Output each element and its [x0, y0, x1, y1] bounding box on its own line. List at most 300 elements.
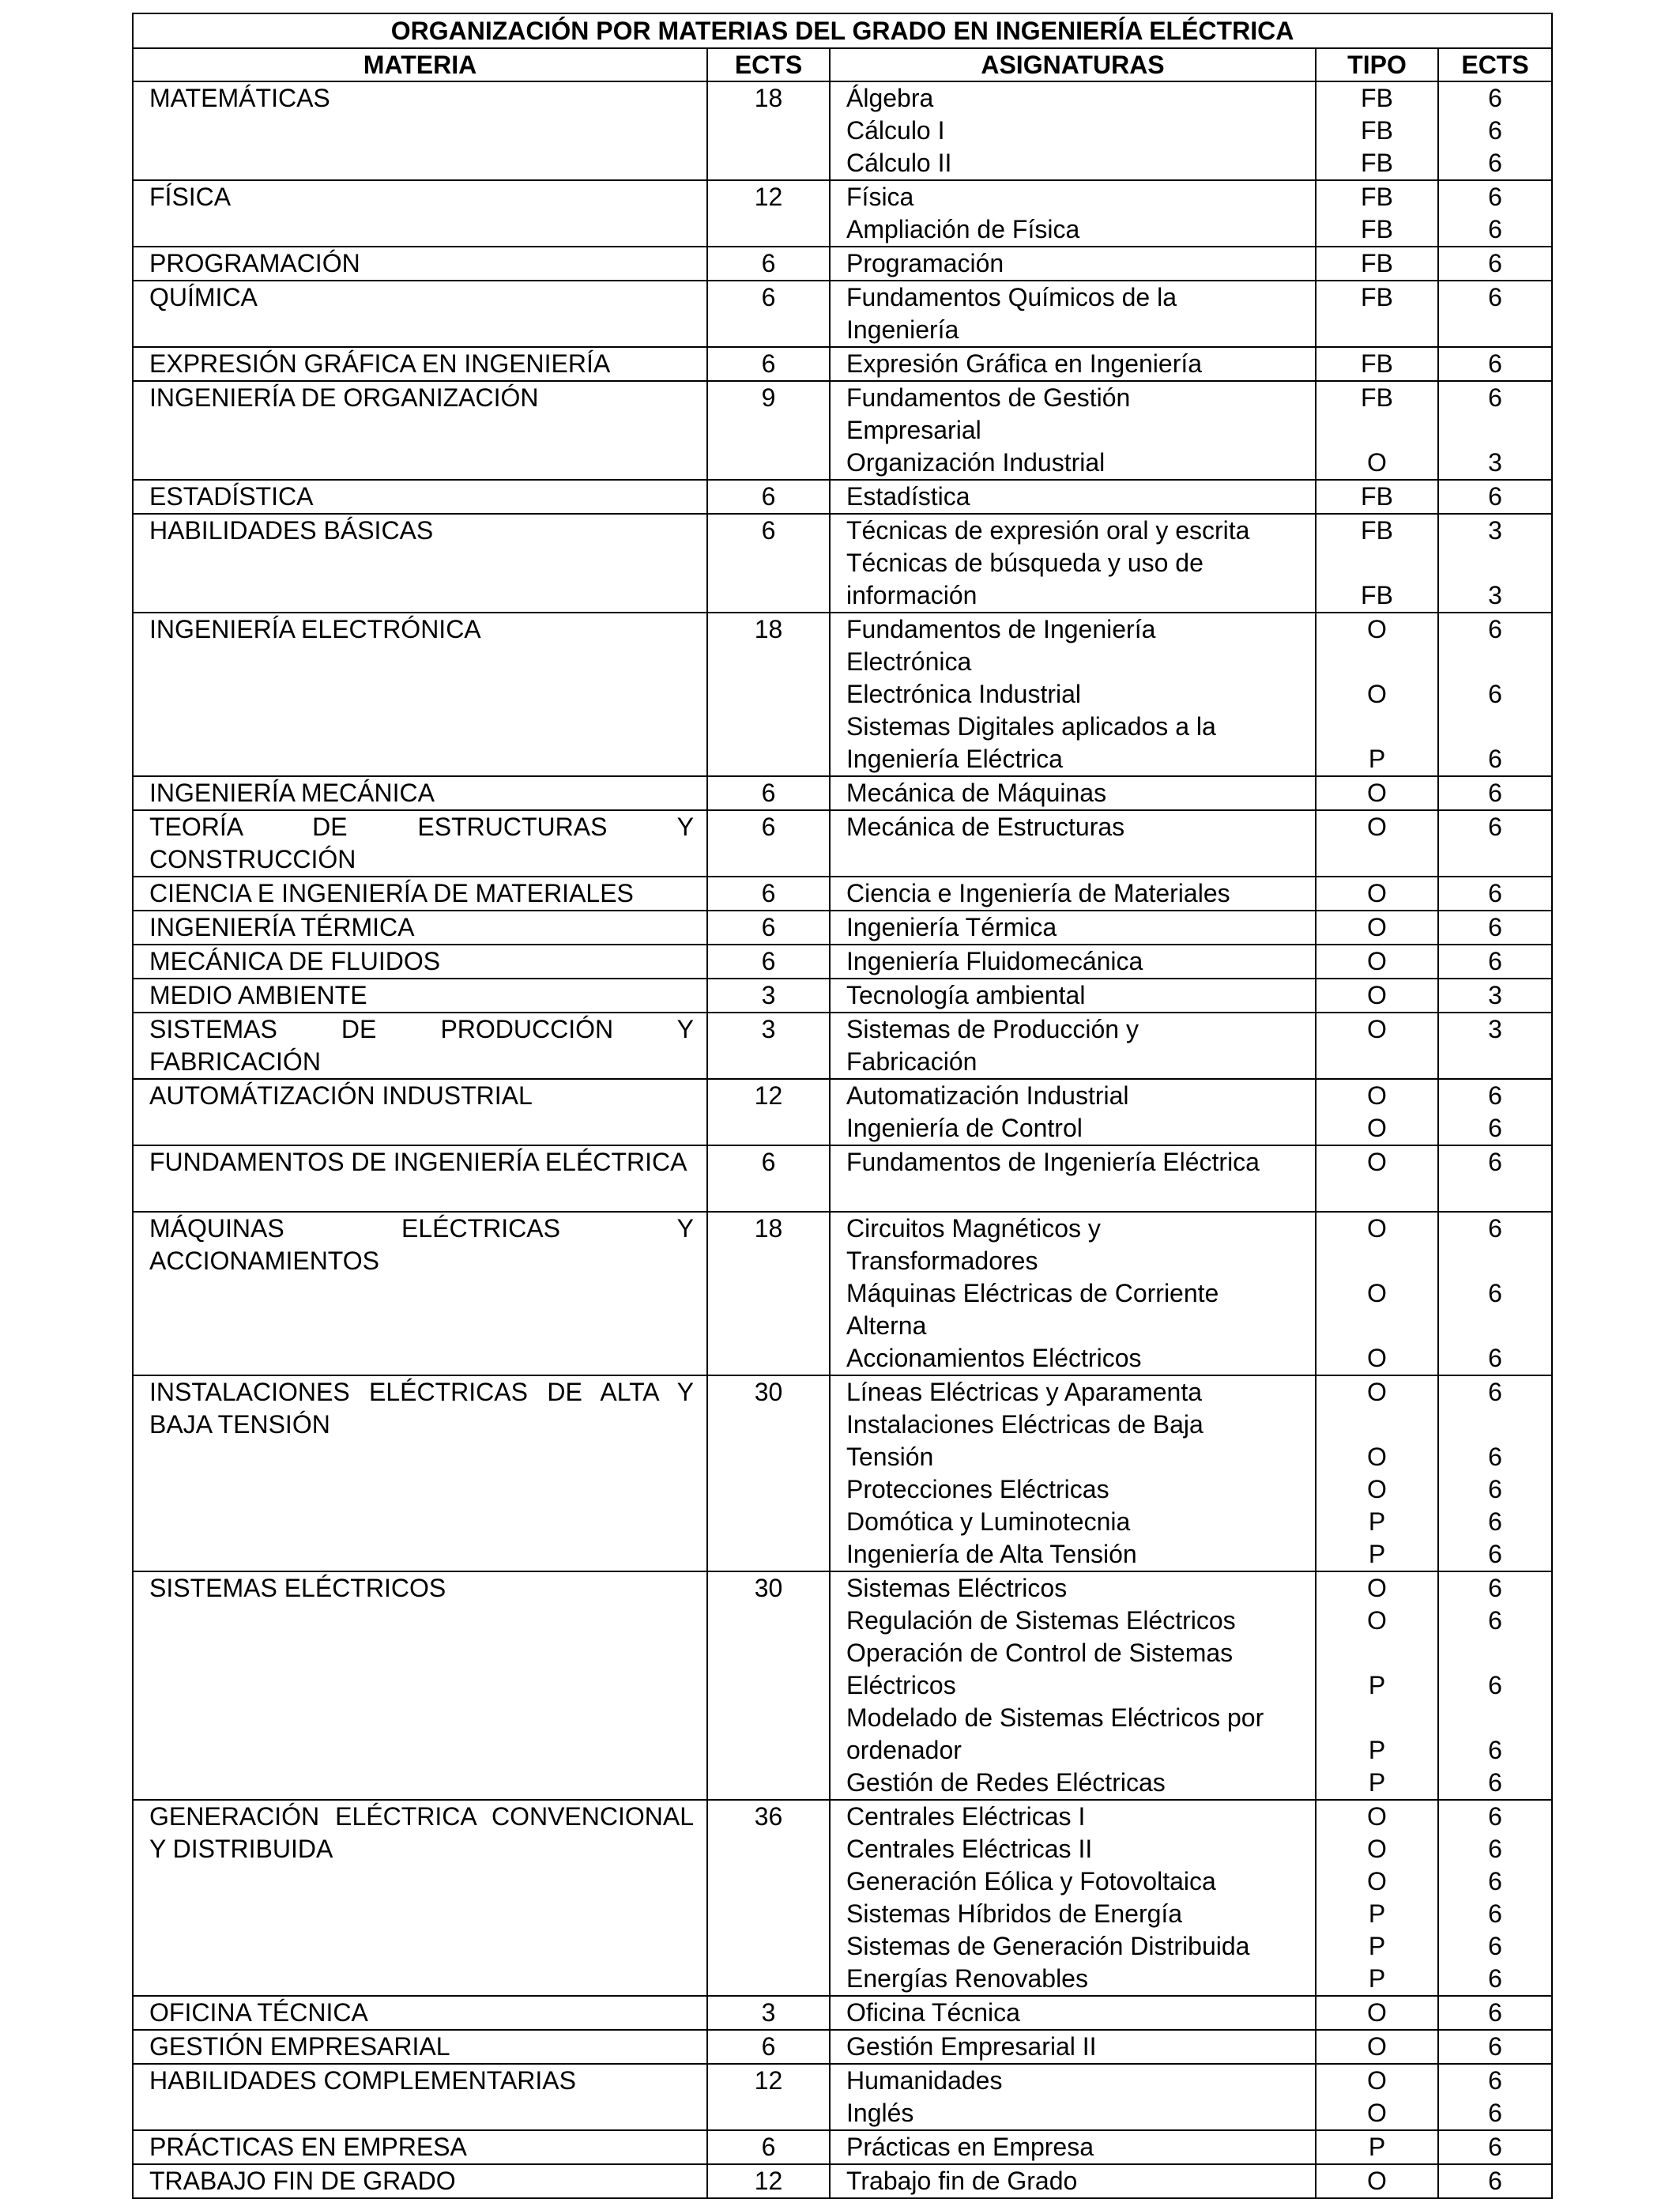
asignatura-tipo: P: [1368, 1768, 1386, 1797]
tipo-cell: [1316, 81, 1438, 180]
asignatura-tipo: P: [1368, 1736, 1386, 1764]
tipo-cell: [1316, 480, 1438, 514]
materia-cell: AUTOMÁTIZACIÓN INDUSTRIAL: [133, 1079, 707, 1145]
asignatura-name: Cálculo I: [846, 116, 945, 145]
asignaturas-cell: [830, 2164, 1316, 2198]
asignatura-ects: 6: [1488, 913, 1502, 941]
table-row: [133, 1079, 1552, 1145]
asignatura-name: Tensión: [846, 1443, 934, 1471]
asignaturas-cell: [830, 480, 1316, 514]
header-ects: ECTS: [707, 48, 830, 81]
asignatura-tipo: O: [1367, 913, 1387, 941]
asignaturas-cell: [830, 877, 1316, 911]
header-materia: MATERIA: [133, 48, 707, 81]
asignatura-name: Transformadores: [846, 1247, 1038, 1275]
asignatura-name: información: [846, 581, 977, 609]
materia-cell: GESTIÓN EMPRESARIAL: [133, 2030, 707, 2064]
asignatura-tipo: FB: [1361, 116, 1393, 145]
materia-ects-cell: 30: [707, 1375, 830, 1571]
asignaturas-cell: [830, 911, 1316, 945]
asignatura-ects: 3: [1488, 516, 1502, 545]
asignatura-name: Expresión Gráfica en Ingeniería: [846, 349, 1203, 378]
tipo-cell: [1316, 1212, 1438, 1375]
asignatura-name: Líneas Eléctricas y Aparamenta: [846, 1378, 1203, 1406]
asignatura-tipo: O: [1367, 1835, 1387, 1863]
asignatura-name: Ciencia e Ingeniería de Materiales: [846, 879, 1230, 907]
asignatura-tipo: O: [1367, 879, 1387, 907]
materia-ects-cell: 6: [707, 810, 830, 877]
asignatura-name: Programación: [846, 249, 1004, 277]
materia-ects-cell: 36: [707, 1800, 830, 1996]
asignatura-tipo: [1317, 646, 1437, 678]
asignatura-name: [846, 1179, 1302, 1211]
asignatura-name: Domótica y Luminotecnia: [846, 1507, 1131, 1536]
asignatura-name: Instalaciones Eléctricas de Baja: [846, 1410, 1203, 1439]
asignatura-name: Sistemas de Generación Distribuida: [846, 1932, 1250, 1960]
asignatura-ects: 6: [1488, 116, 1502, 145]
tipo-cell: [1316, 180, 1438, 247]
asignatura-name: Automatización Industrial: [846, 1081, 1129, 1110]
asignatura-ects: 6: [1488, 1443, 1502, 1471]
asignatura-ects: 6: [1488, 1736, 1502, 1764]
materia-ects-cell: 6: [707, 247, 830, 281]
asignatura-tipo: O: [1367, 1606, 1387, 1635]
asignatura-name: Prácticas en Empresa: [846, 2133, 1094, 2161]
asignatura-ects: 3: [1488, 981, 1502, 1009]
asignatura-name: Organización Industrial: [846, 448, 1106, 477]
materia-ects-cell: 3: [707, 1013, 830, 1079]
materia-ects-cell: 6: [707, 1145, 830, 1212]
asignatura-tipo: O: [1367, 1214, 1387, 1243]
asignatura-name: Alterna: [846, 1311, 927, 1340]
asignatura-ects: 6: [1488, 1540, 1502, 1568]
asignaturas-cell: [830, 776, 1316, 810]
materia-cell: SISTEMAS DE PRODUCCIÓN Y FABRICACIÓN: [133, 1013, 707, 1079]
asignatura-ects-cell: [1438, 480, 1552, 514]
asignatura-name: Álgebra: [846, 84, 934, 112]
asignatura-ects: 6: [1488, 1475, 1502, 1503]
asignatura-name: Circuitos Magnéticos y: [846, 1214, 1101, 1243]
table-row: [133, 1800, 1552, 1996]
materia-cell: QUÍMICA: [133, 281, 707, 347]
asignatura-ects-cell: [1438, 911, 1552, 945]
asignatura-name: Sistemas Híbridos de Energía: [846, 1899, 1183, 1928]
asignatura-ects: [1439, 1179, 1551, 1211]
asignaturas-cell: [830, 281, 1316, 347]
asignatura-ects: 6: [1488, 1574, 1502, 1602]
tipo-cell: [1316, 776, 1438, 810]
table-row: [133, 877, 1552, 911]
asignatura-tipo: FB: [1361, 249, 1393, 277]
asignatura-name: Mecánica de Estructuras: [846, 813, 1125, 841]
tipo-cell: [1316, 877, 1438, 911]
asignatura-tipo: [1317, 1702, 1437, 1734]
asignatura-ects: 6: [1488, 745, 1502, 773]
asignaturas-cell: [830, 2130, 1316, 2164]
materia-cell: INSTALACIONES ELÉCTRICAS DE ALTA Y BAJA TENSIÓN: [133, 1375, 707, 1571]
asignatura-ects: 6: [1488, 215, 1502, 243]
asignatura-tipo: FB: [1361, 283, 1393, 311]
tipo-cell: [1316, 810, 1438, 877]
materia-cell: HABILIDADES COMPLEMENTARIAS: [133, 2064, 707, 2130]
asignatura-name: Ampliación de Física: [846, 215, 1080, 243]
materia-cell: MATEMÁTICAS: [133, 81, 707, 180]
asignatura-name: Electrónica: [846, 647, 972, 676]
asignaturas-cell: [830, 514, 1316, 613]
asignatura-name: Ingeniería Fluidomecánica: [846, 947, 1143, 975]
asignaturas-cell: [830, 2030, 1316, 2064]
materia-ects-cell: 6: [707, 877, 830, 911]
asignatura-tipo: [1317, 414, 1437, 447]
asignatura-tipo: O: [1367, 1867, 1387, 1895]
asignatura-tipo: O: [1367, 615, 1387, 643]
tipo-cell: [1316, 1145, 1438, 1212]
materia-ects-cell: 18: [707, 1212, 830, 1375]
materia-ects-cell: 18: [707, 613, 830, 776]
asignatura-tipo: FB: [1361, 482, 1393, 511]
asignatura-name: Gestión de Redes Eléctricas: [846, 1768, 1166, 1797]
materia-cell: FUNDAMENTOS DE INGENIERÍA ELÉCTRICA: [133, 1145, 707, 1212]
tipo-cell: [1316, 1013, 1438, 1079]
asignatura-name: Eléctricos: [846, 1671, 956, 1699]
asignatura-tipo: O: [1367, 2167, 1387, 2195]
asignatura-tipo: FB: [1361, 349, 1393, 378]
asignatura-tipo: [1317, 314, 1437, 346]
asignaturas-cell: [830, 1013, 1316, 1079]
tipo-cell: [1316, 281, 1438, 347]
materia-cell: GENERACIÓN ELÉCTRICA CONVENCIONAL Y DISTRIBUIDA: [133, 1800, 707, 1996]
table-row: [133, 247, 1552, 281]
asignatura-ects-cell: [1438, 247, 1552, 281]
asignatura-ects: 6: [1488, 1344, 1502, 1372]
asignatura-ects: 6: [1488, 349, 1502, 378]
asignaturas-cell: [830, 81, 1316, 180]
asignatura-ects: 6: [1488, 2099, 1502, 2127]
table-row: [133, 347, 1552, 381]
asignatura-name: Generación Eólica y Fotovoltaica: [846, 1867, 1216, 1895]
asignaturas-cell: [830, 945, 1316, 979]
asignatura-ects-cell: [1438, 1212, 1552, 1375]
asignatura-ects-cell: [1438, 1571, 1552, 1800]
asignatura-tipo: O: [1367, 1279, 1387, 1307]
table-title: ORGANIZACIÓN POR MATERIAS DEL GRADO EN INGENIERÍA ELÉCTRICA: [133, 13, 1552, 48]
materia-cell: MECÁNICA DE FLUIDOS: [133, 945, 707, 979]
asignatura-ects: 6: [1488, 283, 1502, 311]
asignaturas-cell: [830, 613, 1316, 776]
asignatura-name: Fabricación: [846, 1047, 977, 1076]
materia-ects-cell: 6: [707, 480, 830, 514]
asignatura-tipo: P: [1368, 1507, 1386, 1536]
asignatura-ects: 6: [1488, 1768, 1502, 1797]
asignatura-ects: 6: [1488, 1378, 1502, 1406]
asignatura-tipo: [1317, 711, 1437, 743]
asignatura-ects-cell: [1438, 877, 1552, 911]
asignatura-tipo: O: [1367, 2066, 1387, 2095]
asignaturas-cell: [830, 1571, 1316, 1800]
materia-cell: MEDIO AMBIENTE: [133, 979, 707, 1013]
materia-cell: TRABAJO FIN DE GRADO: [133, 2164, 707, 2198]
asignatura-name: Energías Renovables: [846, 1964, 1088, 1993]
asignatura-tipo: [1317, 843, 1437, 876]
asignatura-ects: 6: [1488, 1081, 1502, 1110]
asignatura-ects-cell: [1438, 347, 1552, 381]
materia-ects-cell: 3: [707, 979, 830, 1013]
header-ects-asignatura: ECTS: [1438, 48, 1552, 81]
tipo-cell: [1316, 381, 1438, 480]
tipo-cell: [1316, 1996, 1438, 2030]
asignatura-ects: [1439, 646, 1551, 678]
asignatura-ects: [1439, 314, 1551, 346]
asignatura-ects: [1439, 1637, 1551, 1669]
table-row: [133, 514, 1552, 613]
table-row: [133, 1571, 1552, 1800]
materia-cell: MÁQUINAS ELÉCTRICAS Y ACCIONAMIENTOS: [133, 1212, 707, 1375]
table-row: [133, 180, 1552, 247]
asignaturas-cell: [830, 1145, 1316, 1212]
table-row: [133, 1375, 1552, 1571]
asignatura-tipo: P: [1368, 1932, 1386, 1960]
materia-ects-cell: 9: [707, 381, 830, 480]
asignatura-ects: 6: [1488, 615, 1502, 643]
materia-cell: CIENCIA E INGENIERÍA DE MATERIALES: [133, 877, 707, 911]
asignatura-ects: 6: [1488, 1214, 1502, 1243]
header-asignaturas: ASIGNATURAS: [830, 48, 1316, 81]
table-row: [133, 2164, 1552, 2198]
asignatura-ects: 6: [1488, 2167, 1502, 2195]
asignatura-tipo: FB: [1361, 84, 1393, 112]
tipo-cell: [1316, 2030, 1438, 2064]
asignatura-tipo: FB: [1361, 516, 1393, 545]
asignatura-ects: [1439, 1702, 1551, 1734]
materia-cell: ESTADÍSTICA: [133, 480, 707, 514]
asignatura-tipo: FB: [1361, 183, 1393, 211]
asignatura-ects-cell: [1438, 2130, 1552, 2164]
asignatura-tipo: O: [1367, 2099, 1387, 2127]
tipo-cell: [1316, 1571, 1438, 1800]
asignatura-name: Modelado de Sistemas Eléctricos por: [846, 1703, 1264, 1732]
asignatura-name: Inglés: [846, 2099, 914, 2127]
asignatura-tipo: P: [1368, 745, 1386, 773]
asignatura-name: Tecnología ambiental: [846, 981, 1086, 1009]
asignatura-ects: [1439, 843, 1551, 876]
table-row: [133, 281, 1552, 347]
materia-ects-cell: 18: [707, 81, 830, 180]
asignatura-name: Física: [846, 183, 914, 211]
asignatura-ects-cell: [1438, 776, 1552, 810]
asignatura-name: Cálculo II: [846, 149, 952, 177]
materia-ects-cell: 6: [707, 347, 830, 381]
asignatura-ects-cell: [1438, 1800, 1552, 1996]
materia-cell: INGENIERÍA MECÁNICA: [133, 776, 707, 810]
asignatura-tipo: P: [1368, 1899, 1386, 1928]
asignatura-ects: 6: [1488, 2032, 1502, 2061]
asignatura-name: Sistemas de Producción y: [846, 1015, 1139, 1043]
header-row: [133, 48, 1552, 81]
asignatura-name: Máquinas Eléctricas de Corriente: [846, 1279, 1219, 1307]
asignatura-ects: 6: [1488, 1964, 1502, 1993]
asignaturas-cell: [830, 979, 1316, 1013]
materia-cell: PRÁCTICAS EN EMPRESA: [133, 2130, 707, 2164]
asignatura-ects-cell: [1438, 979, 1552, 1013]
materias-table: [132, 13, 1553, 2199]
asignatura-tipo: P: [1368, 2133, 1386, 2161]
asignatura-ects-cell: [1438, 2030, 1552, 2064]
materia-ects-cell: 12: [707, 2064, 830, 2130]
table-row: [133, 1996, 1552, 2030]
asignatura-tipo: P: [1368, 1671, 1386, 1699]
asignatura-ects-cell: [1438, 613, 1552, 776]
asignatura-ects: 6: [1488, 813, 1502, 841]
asignatura-name: Protecciones Eléctricas: [846, 1475, 1109, 1503]
asignatura-tipo: O: [1367, 1475, 1387, 1503]
asignaturas-cell: [830, 810, 1316, 877]
tipo-cell: [1316, 1800, 1438, 1996]
tipo-cell: [1316, 247, 1438, 281]
asignatura-ects: 6: [1488, 1606, 1502, 1635]
asignatura-ects-cell: [1438, 381, 1552, 480]
asignatura-ects: 6: [1488, 149, 1502, 177]
asignaturas-cell: [830, 381, 1316, 480]
asignatura-ects-cell: [1438, 2164, 1552, 2198]
materia-ects-cell: 6: [707, 776, 830, 810]
asignatura-ects: 6: [1488, 680, 1502, 708]
asignatura-tipo: O: [1367, 981, 1387, 1009]
asignatura-ects: 3: [1488, 448, 1502, 477]
asignatura-tipo: [1317, 547, 1437, 579]
asignatura-ects-cell: [1438, 180, 1552, 247]
tipo-cell: [1316, 911, 1438, 945]
asignatura-name: Ingeniería de Control: [846, 1114, 1083, 1142]
materia-cell: SISTEMAS ELÉCTRICOS: [133, 1571, 707, 1800]
asignaturas-cell: [830, 347, 1316, 381]
table-row: [133, 776, 1552, 810]
asignatura-tipo: P: [1368, 1540, 1386, 1568]
asignatura-tipo: FB: [1361, 581, 1393, 609]
asignatura-name: Estadística: [846, 482, 970, 511]
asignatura-tipo: O: [1367, 680, 1387, 708]
table-row: [133, 945, 1552, 979]
materia-ects-cell: 6: [707, 281, 830, 347]
asignatura-ects: 6: [1488, 1148, 1502, 1176]
asignatura-ects: [1439, 1409, 1551, 1441]
materia-cell: INGENIERÍA DE ORGANIZACIÓN: [133, 381, 707, 480]
asignatura-ects-cell: [1438, 810, 1552, 877]
asignatura-tipo: O: [1367, 1378, 1387, 1406]
asignatura-tipo: [1317, 1310, 1437, 1342]
materia-cell: PROGRAMACIÓN: [133, 247, 707, 281]
table-row: [133, 480, 1552, 514]
materia-ects-cell: 6: [707, 2130, 830, 2164]
asignatura-name: Trabajo fin de Grado: [846, 2167, 1078, 2195]
asignatura-ects-cell: [1438, 1996, 1552, 2030]
asignatura-tipo: O: [1367, 1998, 1387, 2027]
tipo-cell: [1316, 2064, 1438, 2130]
asignaturas-cell: [830, 1375, 1316, 1571]
asignatura-ects: 6: [1488, 1507, 1502, 1536]
asignatura-name: Oficina Técnica: [846, 1998, 1020, 2027]
asignatura-name: Mecánica de Máquinas: [846, 779, 1107, 807]
asignatura-tipo: P: [1368, 1964, 1386, 1993]
asignatura-name: Técnicas de búsqueda y uso de: [846, 549, 1203, 577]
asignatura-ects: [1439, 414, 1551, 447]
asignatura-name: Centrales Eléctricas II: [846, 1835, 1093, 1863]
asignaturas-cell: [830, 1212, 1316, 1375]
materia-cell: INGENIERÍA ELECTRÓNICA: [133, 613, 707, 776]
materia-ects-cell: 30: [707, 1571, 830, 1800]
asignaturas-cell: [830, 1996, 1316, 2030]
asignatura-name: [846, 843, 1302, 876]
asignatura-tipo: [1317, 1637, 1437, 1669]
asignatura-tipo: [1317, 1409, 1437, 1441]
asignatura-name: Técnicas de expresión oral y escrita: [846, 516, 1250, 545]
asignatura-ects-cell: [1438, 2064, 1552, 2130]
asignatura-ects-cell: [1438, 1145, 1552, 1212]
asignatura-ects: 6: [1488, 183, 1502, 211]
asignatura-ects-cell: [1438, 514, 1552, 613]
asignatura-ects: [1439, 1245, 1551, 1277]
asignatura-name: Humanidades: [846, 2066, 1003, 2095]
asignaturas-cell: [830, 247, 1316, 281]
asignatura-name: Fundamentos de Ingeniería: [846, 615, 1156, 643]
materia-cell: HABILIDADES BÁSICAS: [133, 514, 707, 613]
asignatura-tipo: FB: [1361, 149, 1393, 177]
asignatura-ects: [1439, 547, 1551, 579]
asignatura-ects: 6: [1488, 947, 1502, 975]
asignatura-name: Electrónica Industrial: [846, 680, 1082, 708]
asignatura-name: Ingeniería Eléctrica: [846, 745, 1063, 773]
asignatura-ects: [1439, 1310, 1551, 1342]
materia-ects-cell: 3: [707, 1996, 830, 2030]
asignatura-name: Fundamentos de Ingeniería Eléctrica: [846, 1148, 1260, 1176]
tipo-cell: [1316, 514, 1438, 613]
asignatura-tipo: O: [1367, 1802, 1387, 1831]
table-row: [133, 2130, 1552, 2164]
asignatura-name: Ingeniería: [846, 315, 959, 344]
materia-ects-cell: 12: [707, 180, 830, 247]
asignatura-name: Regulación de Sistemas Eléctricos: [846, 1606, 1236, 1635]
table-row: [133, 979, 1552, 1013]
asignatura-tipo: [1317, 1046, 1437, 1078]
materia-cell: EXPRESIÓN GRÁFICA EN INGENIERÍA: [133, 347, 707, 381]
asignatura-tipo: FB: [1361, 215, 1393, 243]
table-row: [133, 81, 1552, 180]
asignatura-ects: 6: [1488, 249, 1502, 277]
tipo-cell: [1316, 2130, 1438, 2164]
asignatura-name: Ingeniería Térmica: [846, 913, 1057, 941]
asignatura-ects: 6: [1488, 1835, 1502, 1863]
table-row: [133, 381, 1552, 480]
asignatura-name: ordenador: [846, 1736, 962, 1764]
asignatura-ects: 3: [1488, 1015, 1502, 1043]
asignatura-name: Sistemas Eléctricos: [846, 1574, 1068, 1602]
tipo-cell: [1316, 1079, 1438, 1145]
table-row: [133, 1013, 1552, 1079]
tipo-cell: [1316, 1375, 1438, 1571]
materia-cell: INGENIERÍA TÉRMICA: [133, 911, 707, 945]
asignatura-ects: 6: [1488, 1802, 1502, 1831]
asignatura-tipo: [1317, 1179, 1437, 1211]
asignatura-name: Accionamientos Eléctricos: [846, 1344, 1142, 1372]
asignatura-tipo: O: [1367, 813, 1387, 841]
table-row: [133, 911, 1552, 945]
asignatura-ects: [1439, 711, 1551, 743]
asignatura-tipo: O: [1367, 1114, 1387, 1142]
asignatura-name: Centrales Eléctricas I: [846, 1802, 1086, 1831]
asignatura-tipo: FB: [1361, 383, 1393, 412]
asignatura-name: Fundamentos de Gestión: [846, 383, 1131, 412]
asignatura-name: Sistemas Digitales aplicados a la: [846, 712, 1216, 741]
table-row: [133, 2064, 1552, 2130]
